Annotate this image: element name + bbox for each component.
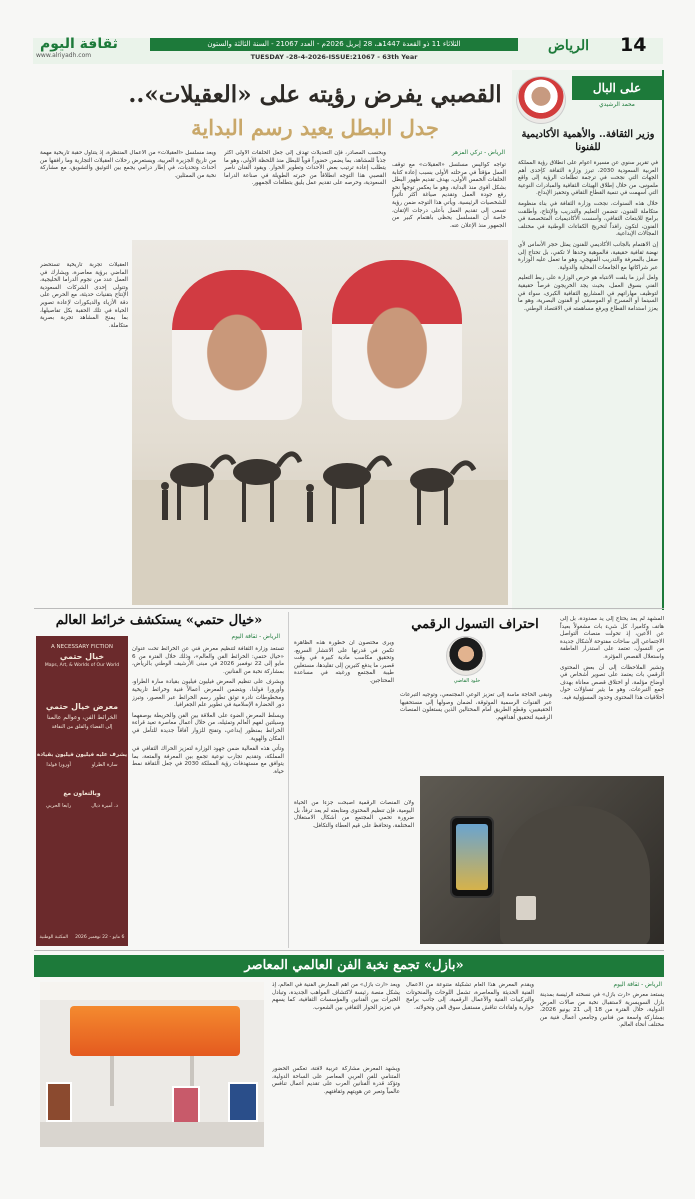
lead-paragraph: تواجه كواليس مسلسل «العقيلات» مع توقف العمل مؤقتاً في مرحلته الأولى بسبب إعادة كتابة الحلقات الخمس الأولى، بهدف تقديم ظهور البطل بشكل أقوى منذ البداية، وهو ما يعكس توجهاً نحو رفع جودة العمل وتقديم صياغة أكثر تأثيراً للشخصيات الرئيسية. ويأتي هذا التوجه ضمن رؤية تسعى إلى تقديم العمل بأعلى درجات الإتقان، خاصة أن المسلسل يحظى باهتمام كبير من الجمهور منذ الإعلان عنه. [392, 162, 506, 229]
opinion-column [512, 70, 664, 610]
basel-photo [40, 982, 264, 1147]
brand-logo: الرياض [548, 38, 589, 54]
beggar-col-bottom [294, 800, 414, 944]
column-paragraph: إن الاهتمام بالجانب الأكاديمي للفنون يمثل حجر الأساس لأي نهضة ثقافية حقيقية، فالموهبة وحدها لا تكفي، بل تحتاج إلى صقل بالمعرفة والتدريب المنهجي، وهو ما تعمل عليه الوزارة عبر شراكاتها مع الجامعات المحلية والدولية. [518, 241, 658, 271]
lead-byline: الرياض - تركي المزهر [451, 150, 505, 156]
basel-paragraph: ويشهد المعرض مشاركة عربية لافتة، تعكس الحضور المتنامي للفن العربي المعاصر على الساحة الدولية، وتؤكد قدرة الفنانين العرب على تقديم أعمال تنافس عالمياً وتعبر عن هويتهم وثقافتهم. [272, 1066, 400, 1095]
lead-paragraph: العقيلات تجربة تاريخية تستحضر الماضي برؤية معاصرة، ويشارك في العمل عدد من نجوم الدراما الخليجية، وتتولى إحدى الشركات السعودية الإنتاج بتقنيات حديثة، مع الحرص على دقة الأزياء والديكورات لإعادة تصوير الحياة في تلك الحقبة بكل تفاصيلها، بما يمنح المشاهد تجربة بصرية متكاملة. [40, 262, 128, 329]
actor-portrait-right [332, 260, 462, 420]
map-paragraph: تستعد وزارة الثقافة لتنظيم معرض فني عن الخرائط تحت عنوان «خيال حتمي: الخرائط الفن والعالم»، وذلك خلال الفترة من 6 مايو إلى 22 نوفمبر 2026 في مبنى الأرشيف الوطني بالرياض، بمشاركة نخبة من الفنانين. [132, 646, 284, 675]
beggar-col-mid [400, 692, 552, 772]
poster-top-ar: خيال حتمي [59, 652, 105, 661]
artwork-frame [46, 1082, 72, 1122]
basel-col-2 [406, 982, 534, 1147]
basel-paragraph: ويقدم المعرض هذا العام تشكيلة متنوعة من الأعمال الفنية الحديثة والمعاصرة، تشمل اللوحات والمنحوتات والتركيبات الفنية والأعمال الرقمية، إلى جانب برامج حوارية ولقاءات تناقش مستقبل سوق الفن وتحولاته. [406, 982, 534, 1011]
beggar-story-title: احتراف التسول الرقمي [411, 617, 539, 632]
column-header [512, 76, 664, 112]
basel-byline: الرياض - ثقافة اليوم [613, 982, 662, 988]
issue-line-english: TUESDAY -28-4-2026-ISSUE:21067 - 63th Year [250, 53, 418, 61]
lead-photo [132, 240, 508, 605]
lead-text-col1 [392, 162, 506, 238]
poster-title: معرض خيال حتمي [45, 702, 119, 711]
issue-line: الثلاثاء 11 ذو القعدة 1447هـ، 28 إبريل 2026م - العدد 21067 - السنة الثالثة والستون [150, 38, 518, 51]
basel-col-4 [272, 1066, 400, 1147]
exhibition-poster [36, 636, 128, 946]
basel-story-title: «بازل» تجمع نخبة الفن العالمي المعاصر [244, 958, 464, 973]
hooded-figure [500, 806, 650, 944]
beggar-author: خلود القاضي [453, 678, 481, 684]
section-divider [34, 608, 664, 609]
poster-curator-label: يشرف عليه فيليون فيليون بقيادة [36, 752, 128, 758]
basel-paragraph: يستعد معرض «آرت بازل» في نسخته الرئيسة بمدينة بازل السويسرية لاستقبال نخبة من صالات العرض الدولية، خلال الفترة من 18 إلى 21 يونيو 2026، بمشاركة واسعة من فنانين وجامعي أعمال فنية من مختلف أنحاء العالم. [540, 992, 664, 1029]
page-number: 14 [620, 34, 647, 56]
poster-desc: إلى الفضاء والقلق من النفاقة [51, 724, 113, 730]
beggar-paragraph: وتشير الملاحظات إلى أن بعض المحتوى الرقمي بات يعتمد على تصوير أشخاص في أوضاع مؤلمة، أو اختلاق قصص معاناة بهدف جمع التبرعات، وهو ما يثير تساؤلات حول أخلاقيات هذا المحتوى وحدود المسؤولية فيه. [560, 664, 664, 701]
lead-text-col2 [224, 150, 386, 238]
phone-illustration [450, 816, 494, 898]
orange-installation [70, 1006, 240, 1056]
lead-title: القصبي يفرض رؤيته على «العقيلات».. [128, 81, 502, 108]
poster-subtitle: الخرائط الفن، وعوالم عالمنا [47, 714, 117, 721]
beggar-photo [420, 776, 664, 944]
map-paragraph: وتأتي هذه الفعالية ضمن جهود الوزارة لتعزيز الحراك الثقافي في المملكة، وتقديم تجارب نوعية تجمع بين المعرفة والمتعة، بما يتوافق مع مستهدفات رؤية المملكة 2030 في جعل الثقافة نمط حياة. [132, 746, 284, 775]
actor-portrait-left [172, 270, 302, 420]
poster-partners-label: وبالتعاون مع [63, 790, 101, 797]
column-title: وزير الثقافة.. والأهمية الأكاديمية للفنونا [521, 129, 655, 153]
column-paragraph: في تقرير سنوي عن مسيرة أعوام على انطلاق رؤية المملكة العربية السعودية 2030، تبرز وزارة الثقافة كإحدى أهم الجهات التي نجحت في ترجمة تطلعات الرؤية إلى واقع ملموس، من خلال إطلاق الهيئات الثقافية والمبادرات النوعية التي أسهمت في تنمية القطاع الثقافي وتحفيز الإبداع. [518, 160, 658, 197]
beggar-col-right [560, 616, 664, 776]
column-divider [288, 612, 289, 948]
website-link[interactable]: www.alriyadh.com [36, 52, 92, 59]
section-divider [34, 950, 664, 951]
poster-sub-en: Maps, Art, & Worlds of Our World [44, 663, 120, 668]
map-paragraph: ويشرف على تنظيم المعرض فيليون فيليون بقيادة سارة الطراو، وأورورا فولدا، ويتضمن المعرض أعمالاً فنية وخرائط تاريخية ومخطوطات نادرة توثق تطور رسم الخرائط عبر العصور، وتبرز دور الحضارة الإسلامية في تطوير علم الجغرافيا. [132, 679, 284, 709]
section-title: ثقافة اليوم [40, 36, 118, 52]
map-paragraph: ويسلط المعرض الضوء على العلاقة بين الفن والخريطة بوصفهما وسيلتين لفهم العالم وتمثيله، من خلال أعمال معاصرة تعيد قراءة الخرائط بمنظور إبداعي، وتفتح للزوار آفاقاً جديدة للتأمل في المكان والهوية. [132, 712, 284, 742]
lead-subtitle: جدل البطل يعيد رسم البداية [191, 115, 439, 140]
column-label: على البال [572, 76, 662, 100]
author-avatar [516, 76, 566, 124]
basel-header-bar [34, 955, 664, 977]
beggar-paragraph: المشهد لم يعد يحتاج إلى يد ممدودة، بل إلى هاتف وكاميرا. كل شيء بات مشغولاً بعيداً عن الأعين، إذ تحولت منصات التواصل الاجتماعي إلى ساحات مفتوحة لأشكال جديدة من التسول، تعتمد على استدرار العاطفة واستغلال القصص المؤثرة. [560, 616, 664, 660]
map-story-body [132, 646, 284, 946]
poster-curator: أورورا فولدا [46, 762, 71, 768]
poster-partner: د. أميرة ديال [91, 803, 118, 809]
lead-paragraph: وبحسب المصادر، فإن التعديلات تهدف إلى جعل الحلقات الأولى أكثر جذباً للمشاهد، بما يضمن حضوراً قوياً للبطل منذ اللحظة الأولى، وهو ما يتطلب إعادة ترتيب بعض الأحداث وتطوير الحوار. ويقود الفنان ناصر القصبي هذا التوجه انطلاقاً من خبرته الطويلة في صناعة الدراما السعودية، وحرصه على تقديم عمل يليق بتطلعات الجمهور. [224, 150, 386, 187]
column-paragraph: خلال هذه السنوات، نجحت وزارة الثقافة في بناء منظومة متكاملة للفنون، تتضمن التعليم والتدريب والإنتاج، وأطلقت برامج للابتعاث الثقافي، وأسست الأكاديميات المتخصصة في الفنون، لتكون رافداً لتخريج الكفاءات الوطنية في مختلف المجالات الإبداعية. [518, 200, 658, 238]
beggar-paragraph: ويرى مختصون أن خطورة هذه الظاهرة تكمن في قدرتها على الانتشار السريع، وتحقيق مكاسب مادية كبيرة في وقت قصير، ما يدفع كثيرين إلى تقليدها، مستغلين طيبة المجتمع ورغبته في مساعدة المحتاجين. [294, 640, 394, 684]
map-story-byline: الرياض - ثقافة اليوم [231, 634, 280, 640]
poster-partner: رابعا الحربي [46, 803, 72, 809]
author-avatar [446, 636, 486, 676]
basel-paragraph: ويعد «آرت بازل» من أهم المعارض الفنية في العالم، إذ يشكل منصة رئيسة لاكتشاف المواهب الجديدة، وتبادل الخبرات بين الفنانين والمؤسسات الثقافية، كما يسهم في تعزيز الحوار الثقافي بين الشعوب. [272, 982, 400, 1011]
column-body [518, 160, 658, 605]
beggar-paragraph: ولأن المنصات الرقمية أصبحت جزءاً من الحياة اليومية، فإن تنظيم المحتوى ومتابعته لم يعد ترفاً، بل ضرورة تحمي المجتمع من أشكال الاستغلال المختلفة، وتحافظ على قيم العطاء والتكافل. [294, 800, 414, 829]
beggar-paragraph: وتبقى الحاجة ماسة إلى تعزيز الوعي المجتمعي، وتوجيه التبرعات عبر القنوات الرسمية الموثوقة، لضمان وصولها إلى مستحقيها الحقيقيين، وقطع الطريق أمام المحتالين الذين يستغلون المنصات الرقمية لتحقيق أهدافهم. [400, 692, 552, 721]
lead-text-col4 [40, 262, 128, 452]
poster-venue: المكتبة الوطنية [39, 935, 69, 940]
column-author: محمد الرشيدي [599, 102, 635, 108]
map-story-title: «خيال حتمي» يستكشف خرائط العالم [55, 613, 263, 628]
poster-top-en: A NECESSARY FICTION [51, 644, 113, 650]
poster-curator: سارة الطراو [91, 762, 118, 768]
poster-dates: 6 مايو - 22 نوفمبر 2026 [75, 935, 125, 940]
artwork-frame [172, 1086, 200, 1124]
beggar-col-left [294, 640, 394, 800]
basel-col-1 [540, 992, 664, 1147]
basel-col-3 [272, 982, 400, 1064]
artwork-frame [228, 1082, 258, 1122]
cup-illustration [516, 896, 536, 920]
lead-paragraph: ويعد مسلسل «العقيلات» من الأعمال المنتظرة، إذ يتناول حقبة تاريخية مهمة من تاريخ الجزيرة العربية، ويستعرض رحلات العقيلات التجارية وما رافقها من أحداث وتحديات، في إطار درامي يجمع بين التوثيق والتشويق، مع مشاركة نخبة من الممثلين. [40, 150, 216, 179]
column-paragraph: ولعل أبرز ما يلفت الانتباه هو حرص الوزارة على ربط التعليم الفني بسوق العمل، بحيث يجد الخريجون فرصاً حقيقية لتوظيف مهاراتهم في المشاريع الثقافية الكبرى، سواء في السينما أو المسرح أو الموسيقى أو الفنون البصرية، وهو ما يعزز استدامة القطاع ويرفع مساهمته في الاقتصاد الوطني. [518, 275, 658, 312]
